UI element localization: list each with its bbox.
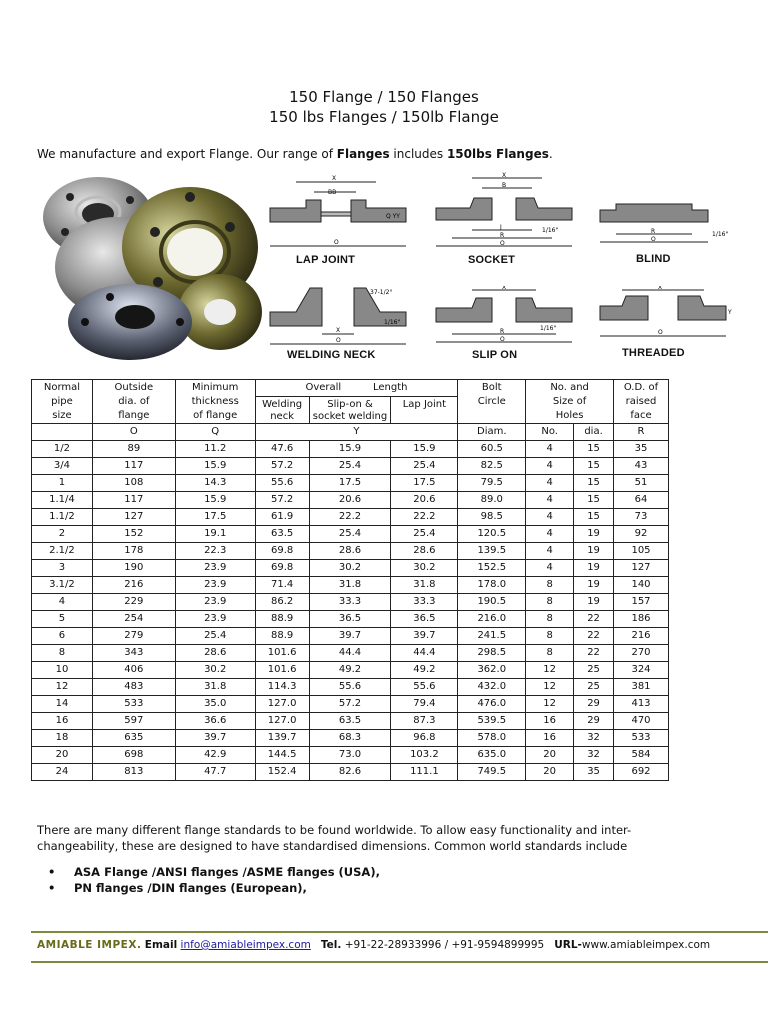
table-cell: 22 — [574, 645, 614, 662]
symbol-diam: Diam. — [458, 424, 526, 441]
table-cell: 4 — [526, 543, 574, 560]
company-name: AMIABLE IMPEX. — [37, 939, 142, 951]
table-cell: 8 — [32, 645, 93, 662]
intro-prefix: We manufacture and export Flange. Our range of — [37, 147, 337, 161]
table-cell: 139.7 — [255, 730, 309, 747]
table-cell: 61.9 — [255, 509, 309, 526]
header-overall-length: Overall Length — [255, 380, 458, 397]
intro-text — [37, 147, 553, 161]
table-cell: 89 — [92, 441, 175, 458]
table-row — [32, 611, 669, 628]
table-cell: 31.8 — [391, 577, 458, 594]
symbol-y: Y — [255, 424, 458, 441]
svg-text:X: X — [332, 175, 337, 182]
flanges-photo — [40, 172, 262, 362]
table-cell: 19 — [574, 543, 614, 560]
svg-text:1/16": 1/16" — [384, 319, 401, 326]
table-cell: 101.6 — [255, 662, 309, 679]
table-cell: 139.5 — [458, 543, 526, 560]
table-cell: 20 — [526, 764, 574, 781]
table-cell: 10 — [32, 662, 93, 679]
blind-diagram — [596, 176, 746, 246]
svg-text:Y: Y — [728, 309, 732, 316]
table-cell: 16 — [526, 730, 574, 747]
table-cell: 29 — [574, 713, 614, 730]
table-row — [32, 543, 669, 560]
table-cell: 63.5 — [255, 526, 309, 543]
lap-joint-label: LAP JOINT — [296, 254, 356, 266]
svg-text:R: R — [500, 328, 505, 335]
table-cell: 22 — [574, 611, 614, 628]
table-cell: 216 — [92, 577, 175, 594]
table-cell: 117 — [92, 492, 175, 509]
table-row — [32, 577, 669, 594]
table-cell: 98.5 — [458, 509, 526, 526]
table-cell: 30.2 — [391, 560, 458, 577]
table-cell: 25.4 — [391, 458, 458, 475]
table-cell: 15.9 — [175, 458, 255, 475]
table-row — [32, 475, 669, 492]
table-cell: 17.5 — [175, 509, 255, 526]
table-cell: 15 — [574, 458, 614, 475]
table-cell: 270 — [614, 645, 669, 662]
table-cell: 17.5 — [391, 475, 458, 492]
table-cell: 88.9 — [255, 628, 309, 645]
table-cell: 12 — [32, 679, 93, 696]
svg-text:37-1/2°: 37-1/2° — [370, 289, 393, 296]
table-cell: 3 — [32, 560, 93, 577]
table-cell: 432.0 — [458, 679, 526, 696]
table-cell: 578.0 — [458, 730, 526, 747]
table-cell: 178 — [92, 543, 175, 560]
table-cell: 57.2 — [255, 458, 309, 475]
email-label: Email — [144, 939, 178, 951]
table-cell: 229 — [92, 594, 175, 611]
table-cell: 5 — [32, 611, 93, 628]
table-cell: 105 — [614, 543, 669, 560]
intro-bold-flanges: Flanges — [336, 147, 390, 161]
table-cell: 47.7 — [175, 764, 255, 781]
tel-label: Tel. — [320, 939, 342, 951]
table-cell: 692 — [614, 764, 669, 781]
table-cell: 216.0 — [458, 611, 526, 628]
threaded-diagram — [596, 286, 746, 346]
table-cell: 279 — [92, 628, 175, 645]
table-cell: 254 — [92, 611, 175, 628]
table-cell: 23.9 — [175, 611, 255, 628]
table-cell: 35 — [574, 764, 614, 781]
header-slip-on: Slip-on & socket welding — [309, 397, 391, 424]
slip-on-label: SLIP ON — [472, 349, 518, 361]
page-title-line-1: 150 Flange / 150 Flanges — [289, 88, 479, 106]
symbol-q: Q — [175, 424, 255, 441]
table-cell: 8 — [526, 594, 574, 611]
table-cell: 4 — [32, 594, 93, 611]
table-cell: 20 — [32, 747, 93, 764]
welding-neck-diagram — [266, 282, 416, 350]
table-cell: 108 — [92, 475, 175, 492]
table-row — [32, 441, 669, 458]
table-cell: 71.4 — [255, 577, 309, 594]
table-cell: 16 — [32, 713, 93, 730]
flange-dimension-table — [31, 379, 669, 781]
table-cell: 114.3 — [255, 679, 309, 696]
table-cell: 19 — [574, 594, 614, 611]
table-cell: 1/2 — [32, 441, 93, 458]
intro-bold-150lbs: 150lbs Flanges — [446, 147, 549, 161]
table-cell: 79.4 — [391, 696, 458, 713]
table-cell: 28.6 — [391, 543, 458, 560]
svg-text:1/16": 1/16" — [712, 231, 729, 238]
table-cell: 111.1 — [391, 764, 458, 781]
table-cell: 44.4 — [391, 645, 458, 662]
table-cell: 14.3 — [175, 475, 255, 492]
table-cell: 152.4 — [255, 764, 309, 781]
table-cell: 539.5 — [458, 713, 526, 730]
welding-neck-label: WELDING NECK — [287, 349, 376, 361]
table-row — [32, 509, 669, 526]
table-cell: 140 — [614, 577, 669, 594]
table-cell: 190 — [92, 560, 175, 577]
table-cell: 584 — [614, 747, 669, 764]
table-cell: 89.0 — [458, 492, 526, 509]
table-cell: 4 — [526, 492, 574, 509]
table-cell: 31.8 — [309, 577, 391, 594]
table-cell: 15 — [574, 492, 614, 509]
svg-text:X: X — [336, 327, 341, 334]
table-cell: 82.6 — [309, 764, 391, 781]
table-cell: 241.5 — [458, 628, 526, 645]
table-row — [32, 764, 669, 781]
table-cell: 698 — [92, 747, 175, 764]
table-cell: 12 — [526, 662, 574, 679]
table-cell: 20.6 — [391, 492, 458, 509]
header-raised-face: O.D. of raised face — [614, 380, 669, 424]
table-cell: 127 — [92, 509, 175, 526]
table-cell: 4 — [526, 441, 574, 458]
table-cell: 19 — [574, 577, 614, 594]
table-cell: 15.9 — [391, 441, 458, 458]
table-cell: 381 — [614, 679, 669, 696]
table-cell: 49.2 — [391, 662, 458, 679]
table-cell: 11.2 — [175, 441, 255, 458]
table-cell: 4 — [526, 509, 574, 526]
table-cell: 413 — [614, 696, 669, 713]
table-cell: 32 — [574, 730, 614, 747]
table-cell: 483 — [92, 679, 175, 696]
table-cell: 42.9 — [175, 747, 255, 764]
table-cell: 87.3 — [391, 713, 458, 730]
table-row — [32, 645, 669, 662]
table-cell: 82.5 — [458, 458, 526, 475]
standards-paragraph: There are many different flange standards to be found worldwide. To allow easy functionality and inter-changeability, these are designed to have standardised dimensions. Common world standards include — [37, 823, 632, 853]
table-cell: 406 — [92, 662, 175, 679]
table-cell: 25 — [574, 662, 614, 679]
table-cell: 1 — [32, 475, 93, 492]
table-cell: 23.9 — [175, 594, 255, 611]
footer-rule-bottom — [31, 961, 768, 963]
table-cell: 101.6 — [255, 645, 309, 662]
table-cell: 152 — [92, 526, 175, 543]
table-cell: 3.1/2 — [32, 577, 93, 594]
table-cell: 3/4 — [32, 458, 93, 475]
table-cell: 19 — [574, 526, 614, 543]
table-cell: 635 — [92, 730, 175, 747]
table-cell: 22.2 — [309, 509, 391, 526]
table-row — [32, 492, 669, 509]
table-cell: 8 — [526, 628, 574, 645]
table-cell: 12 — [526, 679, 574, 696]
tel-numbers: +91-22-28933996 / +91-9594899995 — [344, 939, 545, 951]
table-cell: 39.7 — [175, 730, 255, 747]
table-cell: 36.5 — [309, 611, 391, 628]
slip-on-diagram — [432, 286, 582, 348]
table-cell: 23.9 — [175, 560, 255, 577]
table-row — [32, 628, 669, 645]
header-minimum-thickness: Minimum thickness of flange — [175, 380, 255, 424]
table-cell: 127 — [614, 560, 669, 577]
table-cell: 6 — [32, 628, 93, 645]
table-cell: 127.0 — [255, 713, 309, 730]
footer — [37, 939, 710, 951]
table-row — [32, 696, 669, 713]
table-row — [32, 713, 669, 730]
table-cell: 69.8 — [255, 543, 309, 560]
table-cell: 186 — [614, 611, 669, 628]
table-cell: 117 — [92, 458, 175, 475]
email-link[interactable]: info@amiableimpex.com — [180, 939, 311, 951]
table-cell: 31.8 — [175, 679, 255, 696]
table-cell: 1.1/4 — [32, 492, 93, 509]
threaded-label: THREADED — [622, 347, 685, 359]
table-cell: 120.5 — [458, 526, 526, 543]
table-cell: 25.4 — [175, 628, 255, 645]
table-cell: 23.9 — [175, 577, 255, 594]
blind-label: BLIND — [636, 253, 671, 265]
table-cell: 88.9 — [255, 611, 309, 628]
table-cell: 17.5 — [309, 475, 391, 492]
symbol-no: No. — [526, 424, 574, 441]
table-cell: 103.2 — [391, 747, 458, 764]
table-cell: 22.2 — [391, 509, 458, 526]
table-cell: 14 — [32, 696, 93, 713]
table-row — [32, 662, 669, 679]
svg-text:B: B — [502, 182, 507, 189]
table-cell: 476.0 — [458, 696, 526, 713]
svg-text:O: O — [336, 337, 341, 344]
table-cell: 19.1 — [175, 526, 255, 543]
table-cell: 57.2 — [255, 492, 309, 509]
header-holes: No. and Size of Holes — [526, 380, 614, 424]
table-cell: 813 — [92, 764, 175, 781]
socket-diagram — [432, 172, 582, 252]
table-cell: 8 — [526, 611, 574, 628]
svg-text:O: O — [334, 239, 339, 246]
table-row — [32, 560, 669, 577]
table-cell: 69.8 — [255, 560, 309, 577]
table-cell: 8 — [526, 645, 574, 662]
table-cell: 25.4 — [391, 526, 458, 543]
table-cell: 49.2 — [309, 662, 391, 679]
table-cell: 2.1/2 — [32, 543, 93, 560]
table-cell: 51 — [614, 475, 669, 492]
table-cell: 92 — [614, 526, 669, 543]
table-cell: 1.1/2 — [32, 509, 93, 526]
table-cell: 73 — [614, 509, 669, 526]
svg-text:Q YY: Q YY — [386, 213, 400, 220]
table-cell: 533 — [92, 696, 175, 713]
table-cell: 55.6 — [255, 475, 309, 492]
table-cell: 16 — [526, 713, 574, 730]
svg-text:O: O — [500, 336, 505, 343]
svg-text:O: O — [651, 236, 656, 243]
table-cell: 30.2 — [309, 560, 391, 577]
symbol-blank — [32, 424, 93, 441]
standard-item: • ASA Flange /ANSI flanges /ASME flanges (USA), — [60, 864, 380, 880]
svg-text:R: R — [651, 228, 656, 235]
standards-list — [48, 864, 380, 896]
table-cell: 64 — [614, 492, 669, 509]
table-cell: 39.7 — [391, 628, 458, 645]
table-cell: 8 — [526, 577, 574, 594]
url-text[interactable]: www.amiableimpex.com — [581, 939, 711, 951]
table-cell: 33.3 — [391, 594, 458, 611]
table-cell: 39.7 — [309, 628, 391, 645]
table-cell: 73.0 — [309, 747, 391, 764]
svg-text:X: X — [502, 286, 507, 291]
table-cell: 324 — [614, 662, 669, 679]
table-cell: 15.9 — [175, 492, 255, 509]
table-row — [32, 679, 669, 696]
table-cell: 4 — [526, 475, 574, 492]
header-welding-neck: Welding neck — [255, 397, 309, 424]
intro-middle: includes — [389, 147, 447, 161]
table-row — [32, 526, 669, 543]
table-cell: 55.6 — [391, 679, 458, 696]
header-lap-joint: Lap Joint — [391, 397, 458, 424]
table-cell: 35 — [614, 441, 669, 458]
table-row — [32, 594, 669, 611]
table-cell: 57.2 — [309, 696, 391, 713]
table-cell: 178.0 — [458, 577, 526, 594]
symbol-o: O — [92, 424, 175, 441]
table-cell: 47.6 — [255, 441, 309, 458]
table-cell: 152.5 — [458, 560, 526, 577]
table-cell: 63.5 — [309, 713, 391, 730]
lap-joint-diagram — [266, 172, 416, 252]
symbol-dia: dia. — [574, 424, 614, 441]
table-cell: 96.8 — [391, 730, 458, 747]
table-cell: 362.0 — [458, 662, 526, 679]
svg-text:O: O — [658, 329, 663, 336]
table-cell: 25.4 — [309, 458, 391, 475]
table-cell: 20.6 — [309, 492, 391, 509]
table-cell: 35.0 — [175, 696, 255, 713]
table-cell: 4 — [526, 526, 574, 543]
table-cell: 298.5 — [458, 645, 526, 662]
symbol-r: R — [614, 424, 669, 441]
table-cell: 20 — [526, 747, 574, 764]
table-row — [32, 747, 669, 764]
table-cell: 32 — [574, 747, 614, 764]
table-cell: 127.0 — [255, 696, 309, 713]
svg-text:1/16": 1/16" — [540, 325, 557, 332]
table-cell: 43 — [614, 458, 669, 475]
table-cell: 144.5 — [255, 747, 309, 764]
table-cell: 4 — [526, 560, 574, 577]
table-cell: 79.5 — [458, 475, 526, 492]
table-cell: 19 — [574, 560, 614, 577]
table-cell: 190.5 — [458, 594, 526, 611]
table-cell: 30.2 — [175, 662, 255, 679]
socket-label: SOCKET — [468, 254, 516, 266]
svg-text:O: O — [500, 240, 505, 247]
table-cell: 36.6 — [175, 713, 255, 730]
table-cell: 470 — [614, 713, 669, 730]
table-cell: 29 — [574, 696, 614, 713]
table-cell: 12 — [526, 696, 574, 713]
table-cell: 635.0 — [458, 747, 526, 764]
table-cell: 15.9 — [309, 441, 391, 458]
table-cell: 25 — [574, 679, 614, 696]
table-cell: 28.6 — [309, 543, 391, 560]
table-cell: 18 — [32, 730, 93, 747]
url-label: URL- — [554, 939, 582, 951]
table-cell: 157 — [614, 594, 669, 611]
standard-item: • PN flanges /DIN flanges (European), — [60, 880, 380, 896]
table-cell: 15 — [574, 475, 614, 492]
table-cell: 216 — [614, 628, 669, 645]
intro-suffix: . — [548, 147, 553, 161]
svg-text:1/16": 1/16" — [542, 227, 559, 234]
table-cell: 597 — [92, 713, 175, 730]
footer-rule-top — [31, 931, 768, 933]
table-cell: 749.5 — [458, 764, 526, 781]
svg-text:BB: BB — [328, 189, 337, 196]
table-cell: 60.5 — [458, 441, 526, 458]
table-cell: 24 — [32, 764, 93, 781]
table-cell: 22.3 — [175, 543, 255, 560]
table-cell: 68.3 — [309, 730, 391, 747]
page-title-line-2: 150 lbs Flanges / 150lb Flange — [269, 108, 499, 126]
table-cell: 28.6 — [175, 645, 255, 662]
table-cell: 36.5 — [391, 611, 458, 628]
table-cell: 25.4 — [309, 526, 391, 543]
table-row — [32, 730, 669, 747]
table-cell: 4 — [526, 458, 574, 475]
svg-text:R: R — [500, 232, 505, 239]
table-cell: 55.6 — [309, 679, 391, 696]
svg-text:X: X — [502, 172, 507, 179]
table-cell: 343 — [92, 645, 175, 662]
table-cell: 33.3 — [309, 594, 391, 611]
svg-text:J: J — [500, 224, 502, 231]
table-cell: 15 — [574, 441, 614, 458]
table-cell: 15 — [574, 509, 614, 526]
svg-text:X: X — [658, 286, 663, 291]
table-cell: 22 — [574, 628, 614, 645]
header-bolt-circle: Bolt Circle — [458, 380, 526, 424]
table-cell: 2 — [32, 526, 93, 543]
table-cell: 533 — [614, 730, 669, 747]
table-row — [32, 458, 669, 475]
header-outside-dia: Outside dia. of flange — [92, 380, 175, 424]
table-cell: 44.4 — [309, 645, 391, 662]
table-cell: 86.2 — [255, 594, 309, 611]
header-normal-pipe-size: Normal pipe size — [32, 380, 93, 424]
